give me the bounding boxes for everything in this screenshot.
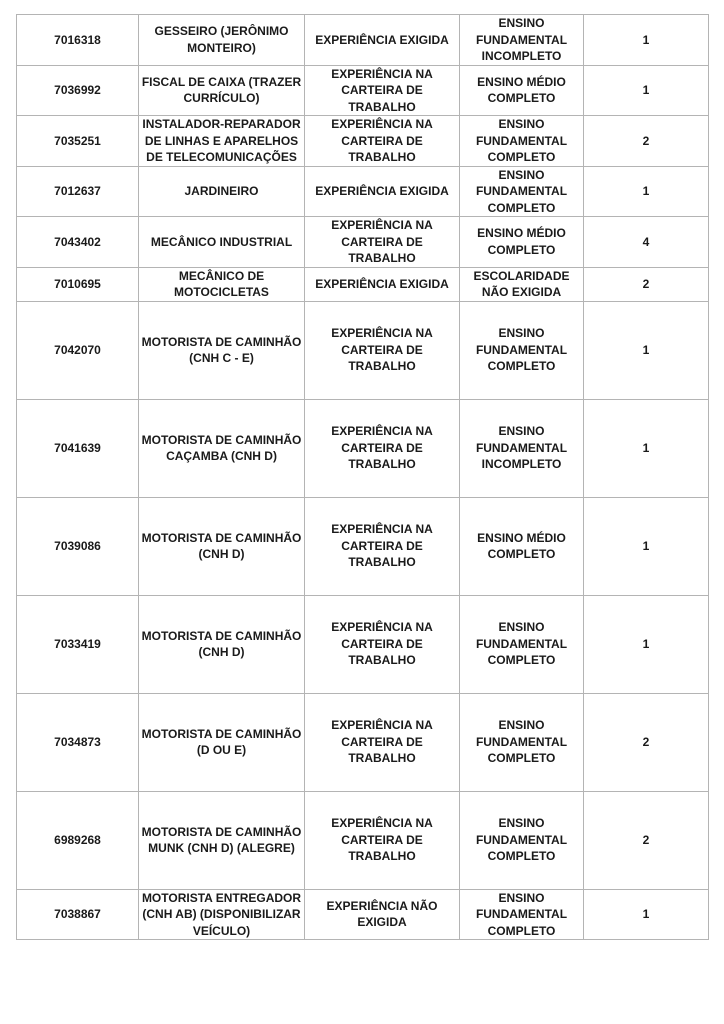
job-title: GESSEIRO (JERÔNIMO MONTEIRO) bbox=[139, 15, 305, 66]
experience-requirement: EXPERIÊNCIA NA CARTEIRA DE TRABALHO bbox=[305, 791, 460, 889]
job-code: 7036992 bbox=[17, 65, 139, 116]
education-requirement: ESCOLARIDADE NÃO EXIGIDA bbox=[460, 267, 584, 301]
job-title: MOTORISTA DE CAMINHÃO CAÇAMBA (CNH D) bbox=[139, 399, 305, 497]
job-code: 7039086 bbox=[17, 497, 139, 595]
table-row bbox=[17, 217, 709, 268]
job-code: 7033419 bbox=[17, 595, 139, 693]
job-code: 7038867 bbox=[17, 889, 139, 940]
education-requirement: ENSINO FUNDAMENTAL COMPLETO bbox=[460, 791, 584, 889]
job-code: 7012637 bbox=[17, 166, 139, 217]
experience-requirement: EXPERIÊNCIA NA CARTEIRA DE TRABALHO bbox=[305, 116, 460, 167]
table-row bbox=[17, 166, 709, 217]
table-row bbox=[17, 301, 709, 399]
experience-requirement: EXPERIÊNCIA EXIGIDA bbox=[305, 166, 460, 217]
table-row bbox=[17, 65, 709, 116]
vacancy-count: 1 bbox=[584, 15, 709, 66]
job-listing-page bbox=[16, 14, 708, 940]
experience-requirement: EXPERIÊNCIA NÃO EXIGIDA bbox=[305, 889, 460, 940]
vacancy-count: 1 bbox=[584, 65, 709, 116]
job-code: 7042070 bbox=[17, 301, 139, 399]
education-requirement: ENSINO FUNDAMENTAL INCOMPLETO bbox=[460, 399, 584, 497]
table-row bbox=[17, 889, 709, 940]
experience-requirement: EXPERIÊNCIA NA CARTEIRA DE TRABALHO bbox=[305, 217, 460, 268]
table-row bbox=[17, 497, 709, 595]
job-title: JARDINEIRO bbox=[139, 166, 305, 217]
job-code: 7016318 bbox=[17, 15, 139, 66]
experience-requirement: EXPERIÊNCIA EXIGIDA bbox=[305, 15, 460, 66]
education-requirement: ENSINO MÉDIO COMPLETO bbox=[460, 497, 584, 595]
job-code: 7035251 bbox=[17, 116, 139, 167]
job-title: MECÂNICO DE MOTOCICLETAS bbox=[139, 267, 305, 301]
vacancy-count: 1 bbox=[584, 595, 709, 693]
table-row bbox=[17, 595, 709, 693]
education-requirement: ENSINO MÉDIO COMPLETO bbox=[460, 65, 584, 116]
job-code: 6989268 bbox=[17, 791, 139, 889]
experience-requirement: EXPERIÊNCIA NA CARTEIRA DE TRABALHO bbox=[305, 399, 460, 497]
education-requirement: ENSINO FUNDAMENTAL INCOMPLETO bbox=[460, 15, 584, 66]
job-code: 7010695 bbox=[17, 267, 139, 301]
education-requirement: ENSINO FUNDAMENTAL COMPLETO bbox=[460, 889, 584, 940]
job-title: MOTORISTA DE CAMINHÃO MUNK (CNH D) (ALEGRE) bbox=[139, 791, 305, 889]
job-title: INSTALADOR-REPARADOR DE LINHAS E APARELHOS DE TELECOMUNICAÇÕES bbox=[139, 116, 305, 167]
vacancy-count: 1 bbox=[584, 497, 709, 595]
vacancy-count: 2 bbox=[584, 791, 709, 889]
experience-requirement: EXPERIÊNCIA NA CARTEIRA DE TRABALHO bbox=[305, 301, 460, 399]
experience-requirement: EXPERIÊNCIA NA CARTEIRA DE TRABALHO bbox=[305, 497, 460, 595]
vacancy-count: 2 bbox=[584, 267, 709, 301]
job-vacancies-table bbox=[16, 14, 709, 940]
job-title: MOTORISTA DE CAMINHÃO (CNH D) bbox=[139, 595, 305, 693]
vacancy-count: 1 bbox=[584, 166, 709, 217]
experience-requirement: EXPERIÊNCIA NA CARTEIRA DE TRABALHO bbox=[305, 65, 460, 116]
vacancy-count: 2 bbox=[584, 693, 709, 791]
education-requirement: ENSINO FUNDAMENTAL COMPLETO bbox=[460, 595, 584, 693]
table-row bbox=[17, 791, 709, 889]
vacancy-count: 1 bbox=[584, 889, 709, 940]
job-title: FISCAL DE CAIXA (TRAZER CURRÍCULO) bbox=[139, 65, 305, 116]
table-row bbox=[17, 693, 709, 791]
vacancy-count: 2 bbox=[584, 116, 709, 167]
experience-requirement: EXPERIÊNCIA NA CARTEIRA DE TRABALHO bbox=[305, 693, 460, 791]
job-title: MOTORISTA DE CAMINHÃO (CNH C - E) bbox=[139, 301, 305, 399]
job-title: MECÂNICO INDUSTRIAL bbox=[139, 217, 305, 268]
job-title: MOTORISTA DE CAMINHÃO (D OU E) bbox=[139, 693, 305, 791]
table-row bbox=[17, 116, 709, 167]
education-requirement: ENSINO MÉDIO COMPLETO bbox=[460, 217, 584, 268]
job-code: 7041639 bbox=[17, 399, 139, 497]
education-requirement: ENSINO FUNDAMENTAL COMPLETO bbox=[460, 116, 584, 167]
table-row bbox=[17, 15, 709, 66]
vacancy-count: 1 bbox=[584, 399, 709, 497]
education-requirement: ENSINO FUNDAMENTAL COMPLETO bbox=[460, 301, 584, 399]
job-title: MOTORISTA ENTREGADOR (CNH AB) (DISPONIBILIZAR VEÍCULO) bbox=[139, 889, 305, 940]
job-title: MOTORISTA DE CAMINHÃO (CNH D) bbox=[139, 497, 305, 595]
experience-requirement: EXPERIÊNCIA EXIGIDA bbox=[305, 267, 460, 301]
table-row bbox=[17, 399, 709, 497]
job-code: 7034873 bbox=[17, 693, 139, 791]
table-row bbox=[17, 267, 709, 301]
experience-requirement: EXPERIÊNCIA NA CARTEIRA DE TRABALHO bbox=[305, 595, 460, 693]
education-requirement: ENSINO FUNDAMENTAL COMPLETO bbox=[460, 693, 584, 791]
education-requirement: ENSINO FUNDAMENTAL COMPLETO bbox=[460, 166, 584, 217]
vacancy-count: 1 bbox=[584, 301, 709, 399]
job-code: 7043402 bbox=[17, 217, 139, 268]
vacancy-count: 4 bbox=[584, 217, 709, 268]
